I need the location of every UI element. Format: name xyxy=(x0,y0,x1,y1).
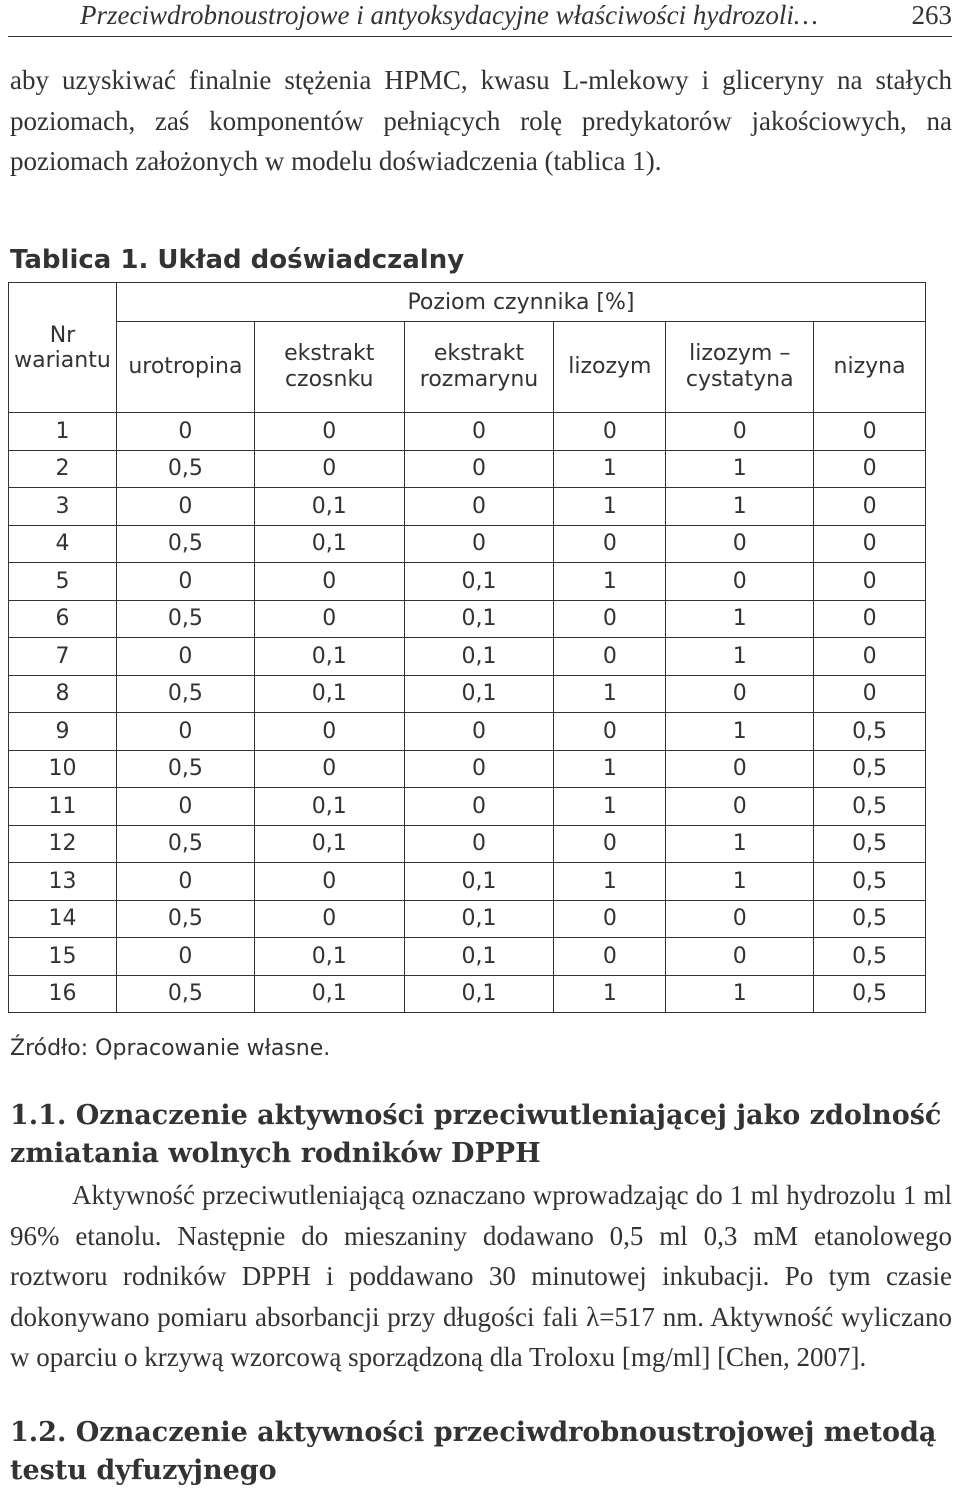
factor-value-cell: 0,5 xyxy=(116,975,254,1013)
variant-number-cell: 2 xyxy=(9,450,117,488)
factor-value-cell: 0 xyxy=(404,788,554,826)
factor-value-cell: 0 xyxy=(554,600,666,638)
factor-value-cell: 0 xyxy=(254,900,404,938)
factor-value-cell: 0 xyxy=(554,713,666,751)
factor-value-cell: 0 xyxy=(814,600,926,638)
section-paragraph-1-1: Aktywność przeciwutleniającą oznaczano wprowadzając do 1 ml hydrozolu 1 ml 96% etanolu. Następnie do mieszaniny dodawano 0,5 ml 0,3 mM etanolowego roztworu rodników DPPH i poddawano 30 minutowej inkubacji. Po tym czasie dokonywano pomiaru absorbancji przy długości fali λ=517 nm. Aktywność wyliczano w oparciu o krzywą wzorcową sporządzoną dla Troloxu [mg/ml] [Chen, 2007]. xyxy=(10,1180,952,1372)
running-header xyxy=(8,0,952,37)
table-row xyxy=(9,938,926,976)
factor-value-cell: 0,1 xyxy=(404,975,554,1013)
factor-value-cell: 0 xyxy=(116,638,254,676)
factor-value-cell: 0 xyxy=(254,600,404,638)
factor-value-cell: 0 xyxy=(116,863,254,901)
table-row xyxy=(9,413,926,451)
factor-value-cell: 0 xyxy=(666,563,814,601)
table-row xyxy=(9,713,926,751)
factor-value-cell: 0,1 xyxy=(254,938,404,976)
factor-value-cell: 0,5 xyxy=(116,600,254,638)
factor-value-cell: 0,1 xyxy=(254,975,404,1013)
experiment-table xyxy=(8,282,926,1013)
variant-number-cell: 1 xyxy=(9,413,117,451)
factor-value-cell: 1 xyxy=(554,863,666,901)
factor-value-cell: 0 xyxy=(666,525,814,563)
col-header-nr xyxy=(9,283,117,413)
factor-value-cell: 0,5 xyxy=(814,938,926,976)
factor-value-cell: 0 xyxy=(404,488,554,526)
variant-number-cell: 6 xyxy=(9,600,117,638)
factor-value-cell: 1 xyxy=(666,863,814,901)
factor-value-cell: 0,5 xyxy=(116,900,254,938)
table-row xyxy=(9,975,926,1013)
factor-value-cell: 0,1 xyxy=(404,600,554,638)
factor-value-cell: 0 xyxy=(404,413,554,451)
variant-number-cell: 14 xyxy=(9,900,117,938)
factor-value-cell: 0 xyxy=(814,638,926,676)
col-header-ekstrakt-rozmarynu: ekstrakt rozmarynu xyxy=(404,322,554,413)
factor-value-cell: 0,1 xyxy=(404,863,554,901)
factor-value-cell: 1 xyxy=(554,788,666,826)
factor-value-cell: 1 xyxy=(554,750,666,788)
factor-value-cell: 0 xyxy=(116,713,254,751)
table-row xyxy=(9,563,926,601)
factor-value-cell: 0,5 xyxy=(116,825,254,863)
variant-number-cell: 11 xyxy=(9,788,117,826)
factor-value-cell: 1 xyxy=(666,713,814,751)
factor-value-cell: 1 xyxy=(666,638,814,676)
factor-value-cell: 0 xyxy=(814,525,926,563)
factor-value-cell: 1 xyxy=(554,675,666,713)
factor-value-cell: 0 xyxy=(814,450,926,488)
variant-number-cell: 4 xyxy=(9,525,117,563)
col-header-lizozym: lizozym xyxy=(554,322,666,413)
section-heading-1-1: 1.1. Oznaczenie aktywności przeciwutleniającej jako zdolność zmiatania wolnych rodników DPPH xyxy=(10,1100,942,1169)
factor-value-cell: 0 xyxy=(666,900,814,938)
col-header-urotropina: urotropina xyxy=(116,322,254,413)
table-source: Źródło: Opracowanie własne. xyxy=(10,1036,331,1061)
variant-number-cell: 9 xyxy=(9,713,117,751)
factor-value-cell: 0,5 xyxy=(814,900,926,938)
factor-value-cell: 0,1 xyxy=(404,638,554,676)
factor-value-cell: 1 xyxy=(554,563,666,601)
factor-value-cell: 0 xyxy=(814,563,926,601)
table-caption: Tablica 1. Układ doświadczalny xyxy=(10,245,465,275)
factor-value-cell: 1 xyxy=(554,488,666,526)
factor-value-cell: 0,1 xyxy=(254,488,404,526)
table-row xyxy=(9,825,926,863)
factor-value-cell: 0 xyxy=(554,413,666,451)
factor-value-cell: 0 xyxy=(404,713,554,751)
factor-value-cell: 0 xyxy=(254,450,404,488)
factor-value-cell: 0,5 xyxy=(814,825,926,863)
variant-number-cell: 12 xyxy=(9,825,117,863)
factor-value-cell: 0 xyxy=(116,563,254,601)
table-row xyxy=(9,600,926,638)
factor-value-cell: 0,1 xyxy=(254,825,404,863)
factor-value-cell: 0,1 xyxy=(254,675,404,713)
factor-value-cell: 0 xyxy=(554,638,666,676)
factor-value-cell: 0,1 xyxy=(254,638,404,676)
col-header-nizyna: nizyna xyxy=(814,322,926,413)
table-row xyxy=(9,900,926,938)
factor-value-cell: 0 xyxy=(814,488,926,526)
variant-number-cell: 5 xyxy=(9,563,117,601)
factor-value-cell: 0,1 xyxy=(254,525,404,563)
factor-value-cell: 0,5 xyxy=(814,713,926,751)
factor-value-cell: 0 xyxy=(666,413,814,451)
intro-paragraph: aby uzyskiwać finalnie stężenia HPMC, kwasu L-mlekowy i gliceryny na stałych poziomach, zaś komponentów pełniących rolę predykatorów jakościowych, na poziomach założonych w modelu doświadczenia (tablica 1). xyxy=(10,65,952,176)
variant-number-cell: 16 xyxy=(9,975,117,1013)
factor-value-cell: 0 xyxy=(116,413,254,451)
factor-value-cell: 0 xyxy=(404,750,554,788)
factor-value-cell: 0,1 xyxy=(404,938,554,976)
factor-value-cell: 0 xyxy=(814,413,926,451)
factor-value-cell: 0 xyxy=(404,450,554,488)
factor-value-cell: 1 xyxy=(554,450,666,488)
factor-value-cell: 1 xyxy=(554,975,666,1013)
factor-value-cell: 0 xyxy=(554,825,666,863)
factor-value-cell: 0 xyxy=(666,788,814,826)
table-row xyxy=(9,750,926,788)
factor-value-cell: 0 xyxy=(254,563,404,601)
factor-value-cell: 0 xyxy=(254,750,404,788)
factor-value-cell: 0,5 xyxy=(814,975,926,1013)
factor-value-cell: 0 xyxy=(116,938,254,976)
page-number: 263 xyxy=(911,0,952,30)
variant-number-cell: 7 xyxy=(9,638,117,676)
factor-value-cell: 1 xyxy=(666,600,814,638)
col-header-lizozym-cystatyna: lizozym – cystatyna xyxy=(666,322,814,413)
factor-value-cell: 0 xyxy=(666,938,814,976)
factor-value-cell: 0 xyxy=(554,938,666,976)
table-body xyxy=(9,413,926,1013)
factor-value-cell: 1 xyxy=(666,975,814,1013)
table-row xyxy=(9,450,926,488)
factor-value-cell: 0,5 xyxy=(116,450,254,488)
factor-value-cell: 1 xyxy=(666,450,814,488)
factor-value-cell: 1 xyxy=(666,825,814,863)
factor-value-cell: 0 xyxy=(554,900,666,938)
factor-value-cell: 0 xyxy=(404,525,554,563)
table-row xyxy=(9,525,926,563)
factor-value-cell: 0,5 xyxy=(116,750,254,788)
factor-value-cell: 0,5 xyxy=(814,788,926,826)
variant-number-cell: 10 xyxy=(9,750,117,788)
table-row xyxy=(9,863,926,901)
factor-value-cell: 0 xyxy=(814,675,926,713)
factor-value-cell: 0 xyxy=(254,413,404,451)
group-header: Poziom czynnika [%] xyxy=(116,283,925,322)
table-row xyxy=(9,788,926,826)
variant-number-cell: 3 xyxy=(9,488,117,526)
factor-value-cell: 0 xyxy=(404,825,554,863)
factor-value-cell: 0,1 xyxy=(404,675,554,713)
variant-number-cell: 15 xyxy=(9,938,117,976)
col-header-nr-label: Nr wariantu xyxy=(14,322,111,373)
factor-value-cell: 0,5 xyxy=(116,675,254,713)
factor-value-cell: 0 xyxy=(666,750,814,788)
variant-number-cell: 8 xyxy=(9,675,117,713)
factor-value-cell: 0 xyxy=(254,713,404,751)
factor-value-cell: 0 xyxy=(666,675,814,713)
section-heading-1-2: 1.2. Oznaczenie aktywności przeciwdrobnoustrojowej metodą testu dyfuzyjnego xyxy=(10,1417,937,1486)
factor-value-cell: 0,5 xyxy=(814,863,926,901)
factor-value-cell: 0,1 xyxy=(404,900,554,938)
factor-value-cell: 0 xyxy=(116,788,254,826)
factor-value-cell: 0,1 xyxy=(404,563,554,601)
factor-value-cell: 0,1 xyxy=(254,788,404,826)
factor-value-cell: 0 xyxy=(254,863,404,901)
variant-number-cell: 13 xyxy=(9,863,117,901)
factor-value-cell: 0,5 xyxy=(116,525,254,563)
running-title: Przeciwdrobnoustrojowe i antyoksydacyjne właściwości hydrozoli… xyxy=(80,0,818,30)
factor-value-cell: 0,5 xyxy=(814,750,926,788)
table-row xyxy=(9,675,926,713)
factor-value-cell: 1 xyxy=(666,488,814,526)
table-row xyxy=(9,488,926,526)
factor-value-cell: 0 xyxy=(116,488,254,526)
table-row xyxy=(9,638,926,676)
factor-value-cell: 0 xyxy=(554,525,666,563)
col-header-ekstrakt-czosnku: ekstrakt czosnku xyxy=(254,322,404,413)
